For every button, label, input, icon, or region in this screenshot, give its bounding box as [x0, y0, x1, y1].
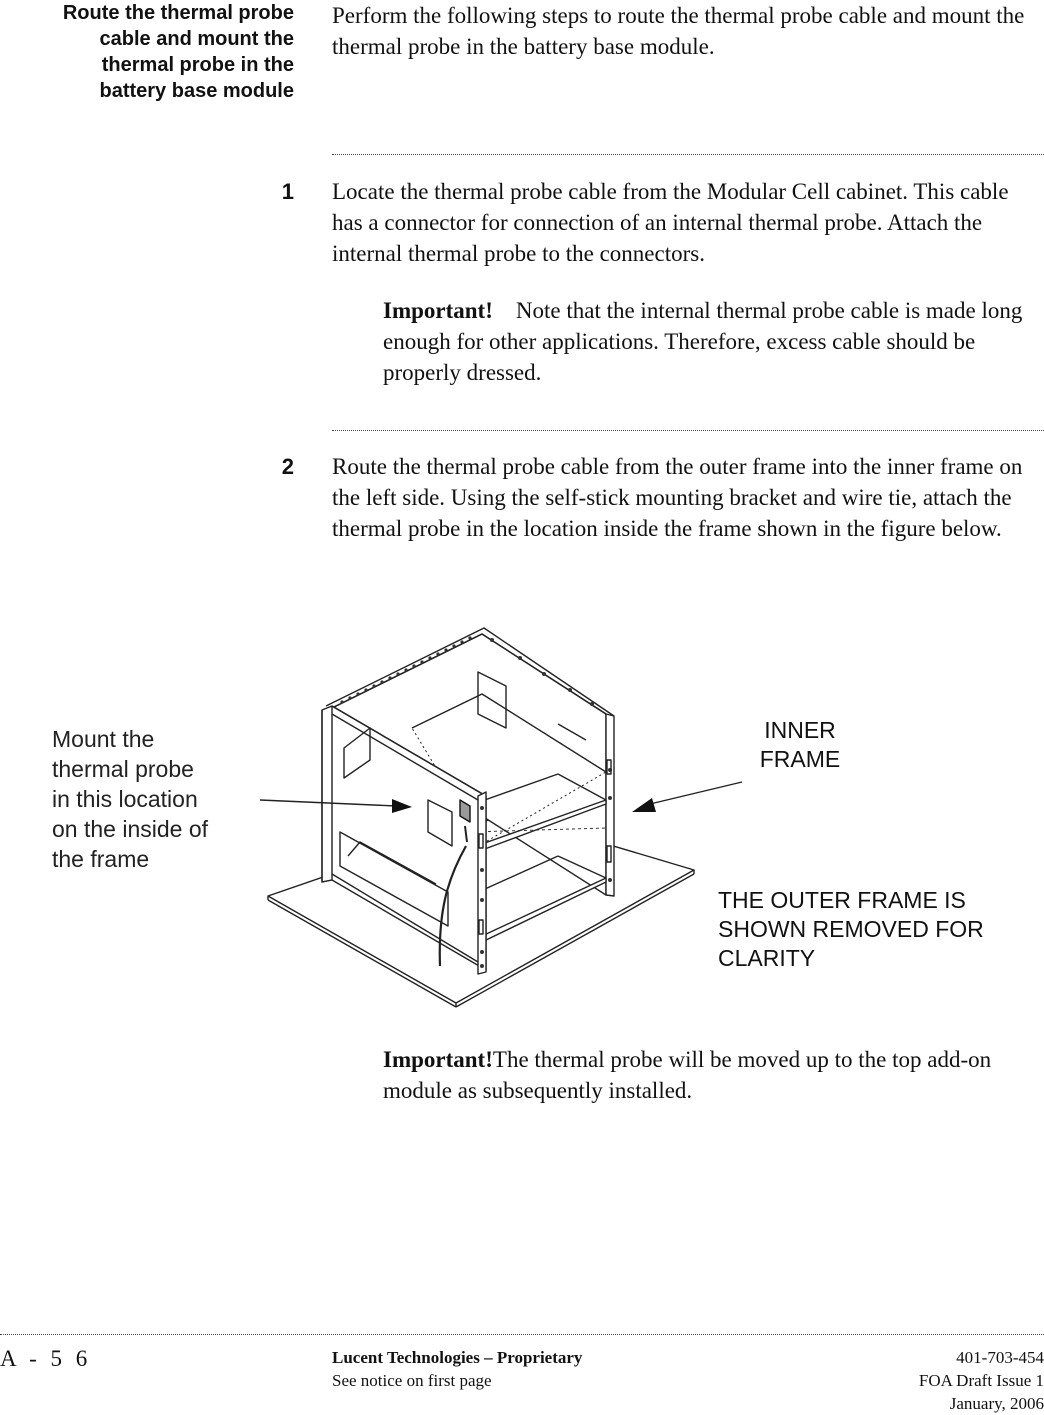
doc-number: 401-703-454 — [956, 1348, 1044, 1367]
step-number: 1 — [281, 179, 294, 204]
callout-line: THE OUTER FRAME IS — [718, 887, 966, 913]
page-number: A - 5 6 — [0, 1346, 92, 1371]
callout-line: Mount the — [52, 726, 155, 752]
right-post — [606, 714, 614, 896]
notice-text: See notice on first page — [332, 1371, 492, 1390]
inner-frame-callout — [740, 716, 860, 774]
step-divider — [332, 154, 1044, 155]
callout-line: INNER — [764, 717, 836, 743]
important-text: The thermal probe will be moved up to the top add-on module as subsequently installed. — [383, 1047, 992, 1103]
section-heading-line: battery base module — [99, 80, 294, 102]
callout-line: FRAME — [759, 746, 841, 772]
callout-line: CLARITY — [718, 945, 816, 971]
step-number: 2 — [281, 454, 294, 479]
callout-line: on the inside of — [52, 816, 209, 842]
footer-center — [332, 1346, 582, 1392]
callout-line: in this location — [52, 786, 198, 812]
callout-line: thermal probe — [52, 756, 194, 782]
important-label: Important! — [383, 1047, 493, 1072]
outer-frame-note — [718, 886, 1038, 973]
section-heading-line: thermal probe in the — [101, 54, 294, 76]
step-text: Locate the thermal probe cable from the Modular Cell cabinet. This cable has a connector for connection of an internal thermal probe. Attach the internal thermal probe to the connectors. — [332, 179, 1009, 266]
section-heading-line: Route the thermal probe — [62, 2, 294, 24]
intro-paragraph: Perform the following steps to route the thermal probe cable and mount the thermal probe in the battery base module. — [332, 3, 1025, 59]
mount-location-callout — [52, 724, 252, 874]
section-heading — [0, 0, 294, 104]
issue: FOA Draft Issue 1 — [918, 1371, 1044, 1390]
important-text: Note that the internal thermal probe cable is made long enough for other applications. Therefore, excess cable should be properly dressed. — [383, 298, 1023, 385]
step-divider — [332, 430, 1044, 431]
date: January, 2006 — [949, 1394, 1044, 1413]
company-proprietary: Lucent Technologies – Proprietary — [332, 1348, 583, 1367]
footer-right — [919, 1346, 1044, 1415]
callout-line: the frame — [52, 846, 150, 872]
step-text: Route the thermal probe cable from the outer frame into the inner frame on the left side. Using the self-stick mounting bracket and wire tie, attach the thermal probe in the location inside the frame shown in the figure below. — [332, 454, 1023, 541]
section-heading-line: cable and mount the — [99, 28, 294, 50]
footer-divider — [0, 1334, 1044, 1335]
important-note — [383, 1044, 1044, 1106]
important-note — [383, 295, 1044, 388]
callout-line: SHOWN REMOVED FOR — [718, 916, 984, 942]
important-label: Important! — [383, 298, 493, 323]
front-post — [478, 792, 486, 974]
